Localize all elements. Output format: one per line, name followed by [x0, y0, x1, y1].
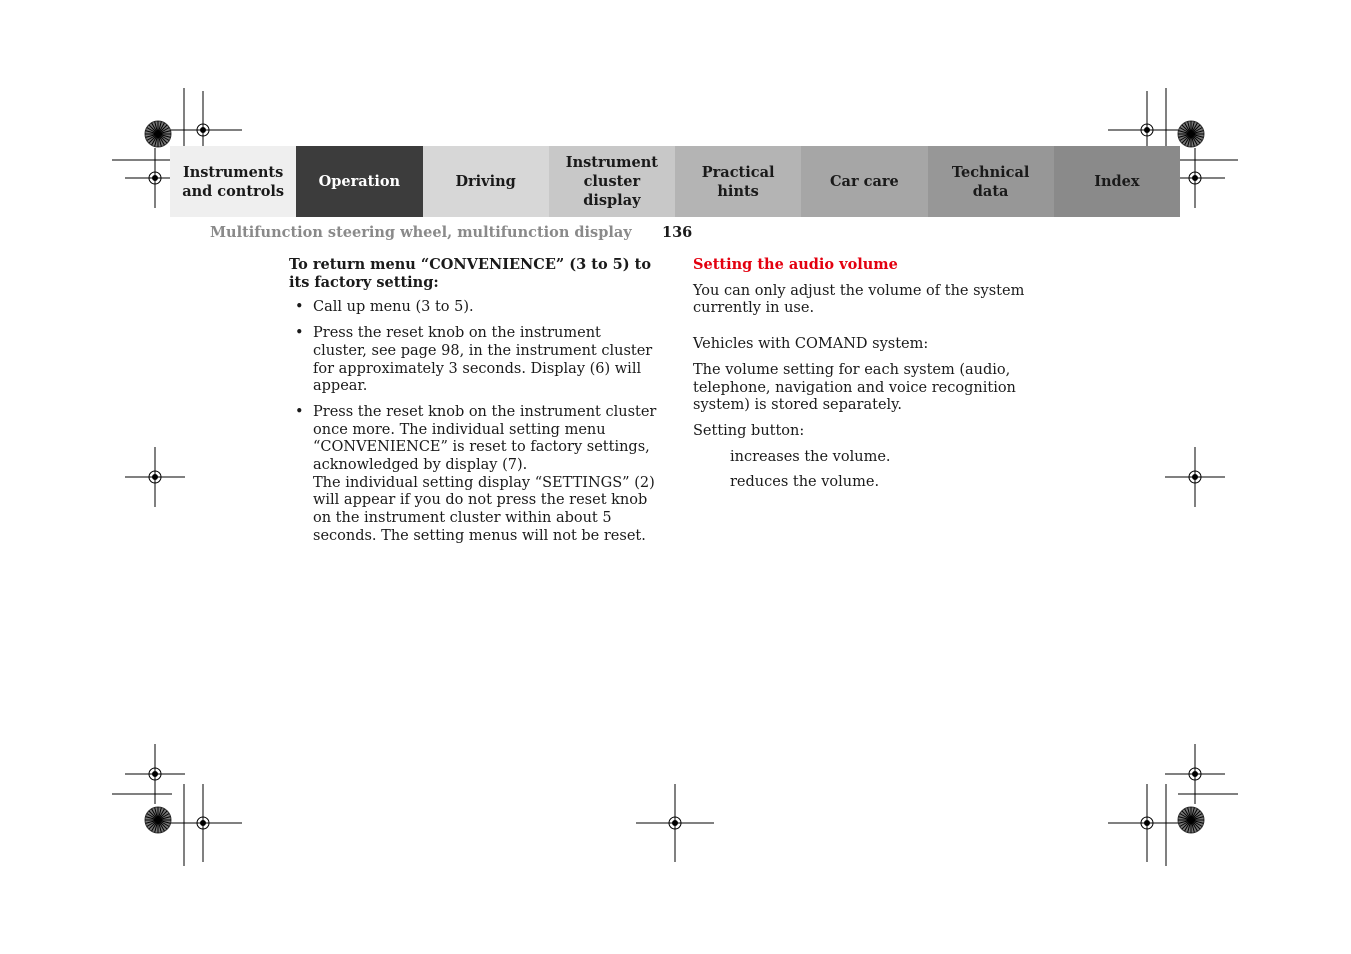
setting-button-label: Setting button:: [693, 422, 805, 439]
list-item: • Call up menu (3 to 5).: [289, 299, 659, 317]
tab-car-care[interactable]: Car care: [801, 146, 927, 217]
tab-practical-hints[interactable]: Practical hints: [675, 146, 801, 217]
tab-instrument-cluster-display[interactable]: Instrument cluster display: [549, 146, 675, 217]
reduce-volume-text: reduces the volume.: [730, 474, 880, 491]
tab-instruments-and-controls[interactable]: Instruments and controls: [170, 146, 296, 217]
reset-heading: To return menu “CONVENIENCE” (3 to 5) to its factory setting:: [289, 256, 652, 291]
volume-storage-text: The volume setting for each system (audio, telephone, navigation and voice recognition system) is stored separately.: [693, 361, 1016, 414]
bullet-continuation: The individual setting display “SETTINGS” (2) will appear if you do not press the reset knob on the instrument cluster within about 5 seconds. The setting menus will not be reset.: [313, 474, 655, 544]
audio-volume-heading: Setting the audio volume: [693, 256, 898, 273]
right-column: [693, 256, 1063, 500]
list-item: • Press the reset knob on the instrument cluster once more. The individual setting menu “CONVENIENCE” is reset to factory settings, acknowledged by display (7). The individual setting display “SETTINGS” (2) will appear if you do not press the reset knob on the instrument cluster within about 5 seconds. The setting menus will not be reset.: [289, 404, 659, 546]
left-column: [289, 256, 659, 554]
tab-driving[interactable]: Driving: [423, 146, 549, 217]
tab-index[interactable]: Index: [1054, 146, 1180, 217]
comand-vehicles-text: Vehicles with COMAND system:: [693, 336, 929, 353]
increase-volume-text: increases the volume.: [730, 448, 891, 465]
chapter-tab-bar: [170, 146, 1180, 217]
page-number: 136: [662, 224, 693, 241]
section-title: Multifunction steering wheel, multifunction display: [210, 224, 632, 241]
tab-operation[interactable]: Operation: [296, 146, 422, 217]
intro-text: You can only adjust the volume of the system currently in use.: [693, 282, 1025, 317]
tab-technical-data[interactable]: Technical data: [928, 146, 1054, 217]
list-item: • Press the reset knob on the instrument cluster, see page 98, in the instrument cluster for approximately 3 seconds. Display (6) will appear.: [289, 325, 659, 396]
reset-steps-list: [289, 299, 659, 545]
